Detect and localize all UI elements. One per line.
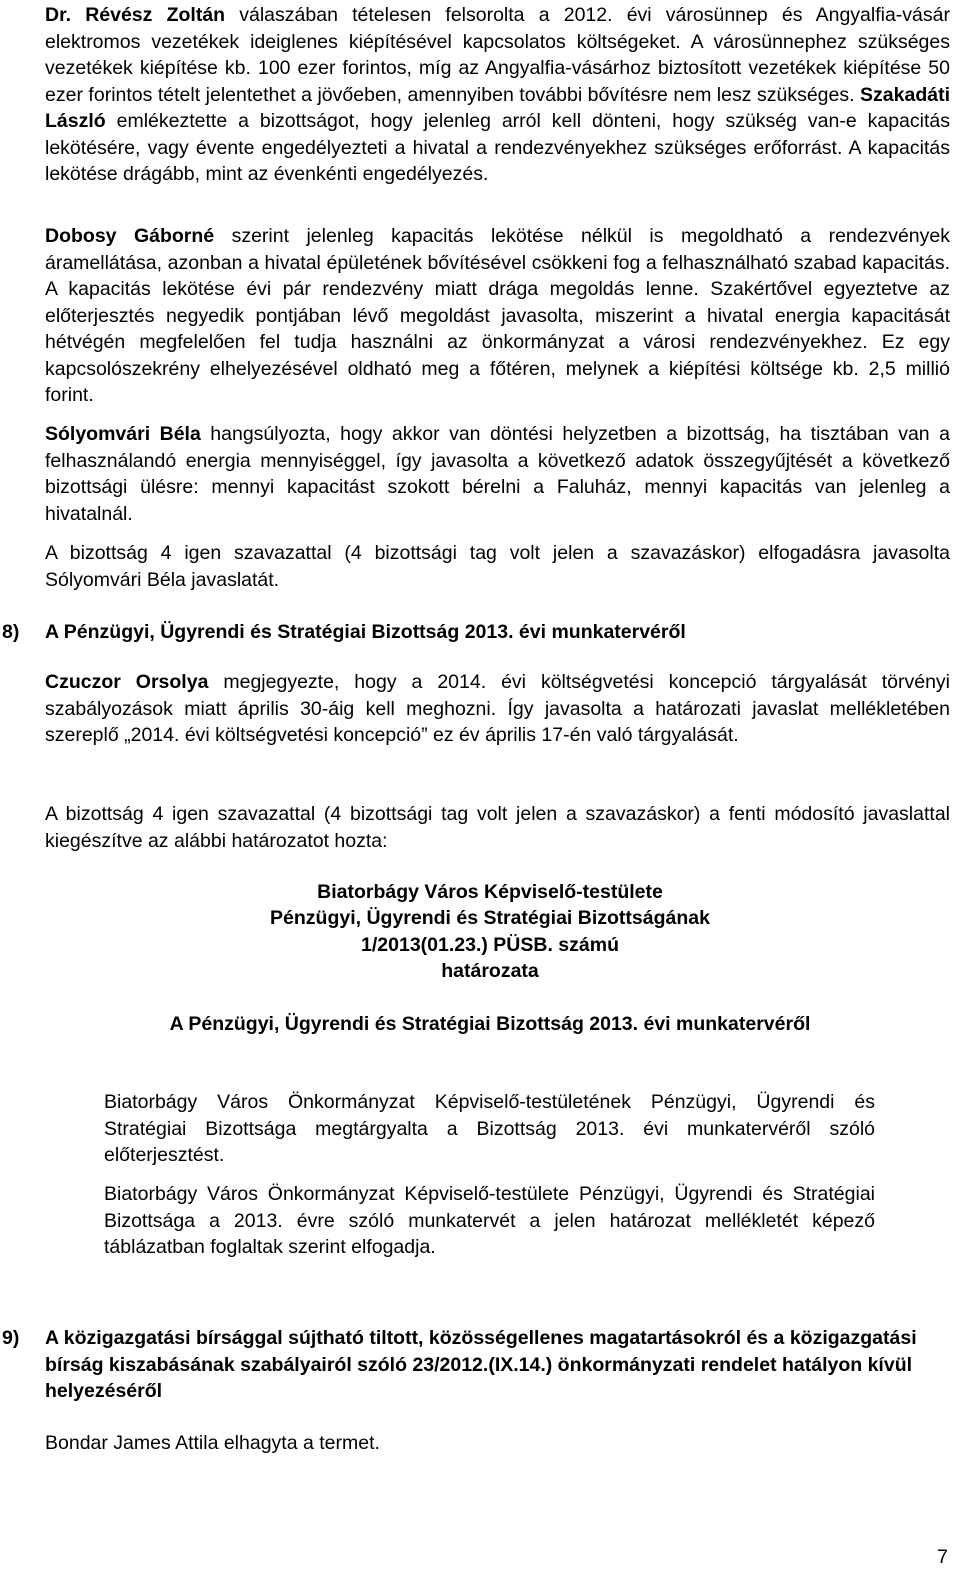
paragraph-dobosy [45, 223, 950, 409]
paragraph-bondar: Bondar James Attila elhagyta a termet. [45, 1432, 380, 1454]
resolution-issuer: Biatorbágy Város Képviselő-testülete [317, 881, 663, 903]
paragraph-czuczor [45, 669, 950, 749]
agenda-number: 9) [2, 1327, 20, 1349]
speaker-name: Dr. Révész Zoltán [45, 4, 226, 26]
resolution-committee: Pénzügyi, Ügyrendi és Stratégiai Bizottságának [270, 907, 710, 929]
paragraph-text: hangsúlyozta, hogy akkor van döntési helyzetben a bizottság, ha tisztában van a felhasználandó energia mennyiséggel, így javasolta a következő adatok összegyűjtését a következő bizottsági ülésre: mennyi kapacitást szokott bérelni a Faluház, mennyi kapacitás van jelenleg a hivatalnál. [45, 423, 950, 525]
resolution-paragraph-1: Biatorbágy Város Önkormányzat Képviselő-testületének Pénzügyi, Ügyrendi és Stratégiai Bizottsága megtárgyalta a Bizottság 2013. évi munkatervéről szóló előterjesztést. [104, 1091, 875, 1166]
resolution-title: A Pénzügyi, Ügyrendi és Stratégiai Bizottság 2013. évi munkatervéről [169, 1013, 811, 1035]
resolution-label: határozata [441, 960, 539, 982]
page-number: 7 [937, 1546, 948, 1568]
paragraph-solyomvari [45, 421, 950, 527]
speaker-name: Szakadáti László [45, 83, 950, 132]
paragraph-text: válaszában tételesen felsorolta a 2012. évi városünnep és Angyalfia-vásár elektromos vezetékek ideiglenes kiépítésével kapcsolatos költségeket. A városünnephez szükséges vezetékek kiépítése kb. 100 ezer forintos, míg az Angyalfia-vásárhoz biztosított vezetékek kiépítése 50 ezer forintos tételt jelentethet a jövőeben, amennyiben további bővítésre nem lesz szükséges. [45, 4, 950, 106]
paragraph-text: emlékeztette a bizottságot, hogy jelenleg arról kell dönteni, hogy szükség van-e kapacitás lekötésére, vagy évente engedélyezteti a hivatal a rendezvényekhez szükséges erőforrást. A kapacitás lekötése drágább, mint az évenkénti engedélyezés. [45, 110, 950, 185]
agenda-title: A közigazgatási bírsággal sújtható tiltott, közösségellenes magatartásokról és a közigazgatási bírság kiszabásának szabályairól szóló 23/2012.(IX.14.) önkormányzati rendelet hatályon kívül helyezéséről [45, 1327, 917, 1402]
paragraph-revesz [45, 2, 950, 188]
paragraph-vote-2: A bizottság 4 igen szavazattal (4 bizottsági tag volt jelen a szavazáskor) a fenti módosító javaslattal kiegészítve az alábbi határozatot hozta: [45, 803, 950, 852]
agenda-number: 8) [2, 621, 20, 643]
paragraph-vote-1: A bizottság 4 igen szavazattal (4 bizottsági tag volt jelen a szavazáskor) elfogadásra javasolta Sólyomvári Béla javaslatát. [45, 542, 950, 591]
paragraph-text: megjegyezte, hogy a 2014. évi költségvetési koncepció tárgyalását törvényi szabályozások miatt április 30-áig kell meghozni. Így javasolta a határozati javaslat mellékletében szereplő „2014. évi költségvetési koncepció” ez év április 17-én való tárgyalását. [45, 671, 950, 746]
speaker-name: Dobosy Gáborné [45, 225, 215, 247]
speaker-name: Czuczor Orsolya [45, 671, 209, 693]
agenda-title: A Pénzügyi, Ügyrendi és Stratégiai Bizottság 2013. évi munkatervéről [45, 621, 686, 643]
speaker-name: Sólyomvári Béla [45, 423, 201, 445]
paragraph-text: szerint jelenleg kapacitás lekötése nélkül is megoldható a rendezvények áramellátása, azonban a hivatal épületének bővítésével csökkeni fog a felhasználható szabad kapacitás. A kapacitás lekötése évi pár rendezvény miatt drága megoldás lenne. Szakértővel egyeztetve az előterjesztés negyedik pontjában lévő megoldást javasolta, miszerint a hivatal energia kapacitását hétvégén megfelelően fel tudja használni az önkormányzat a városi rendezvényekhez. Ez egy kapcsolószekrény elhelyezésével oldható meg a főtéren, melynek a kiépítési költsége kb. 2,5 millió forint. [45, 225, 950, 406]
resolution-number: 1/2013(01.23.) PÜSB. számú [361, 934, 619, 956]
resolution-paragraph-2: Biatorbágy Város Önkormányzat Képviselő-testülete Pénzügyi, Ügyrendi és Stratégiai Bizottsága a 2013. évre szóló munkatervét a jelen határozat mellékletét képező táblázatban foglaltak szerint elfogadja. [104, 1183, 875, 1258]
